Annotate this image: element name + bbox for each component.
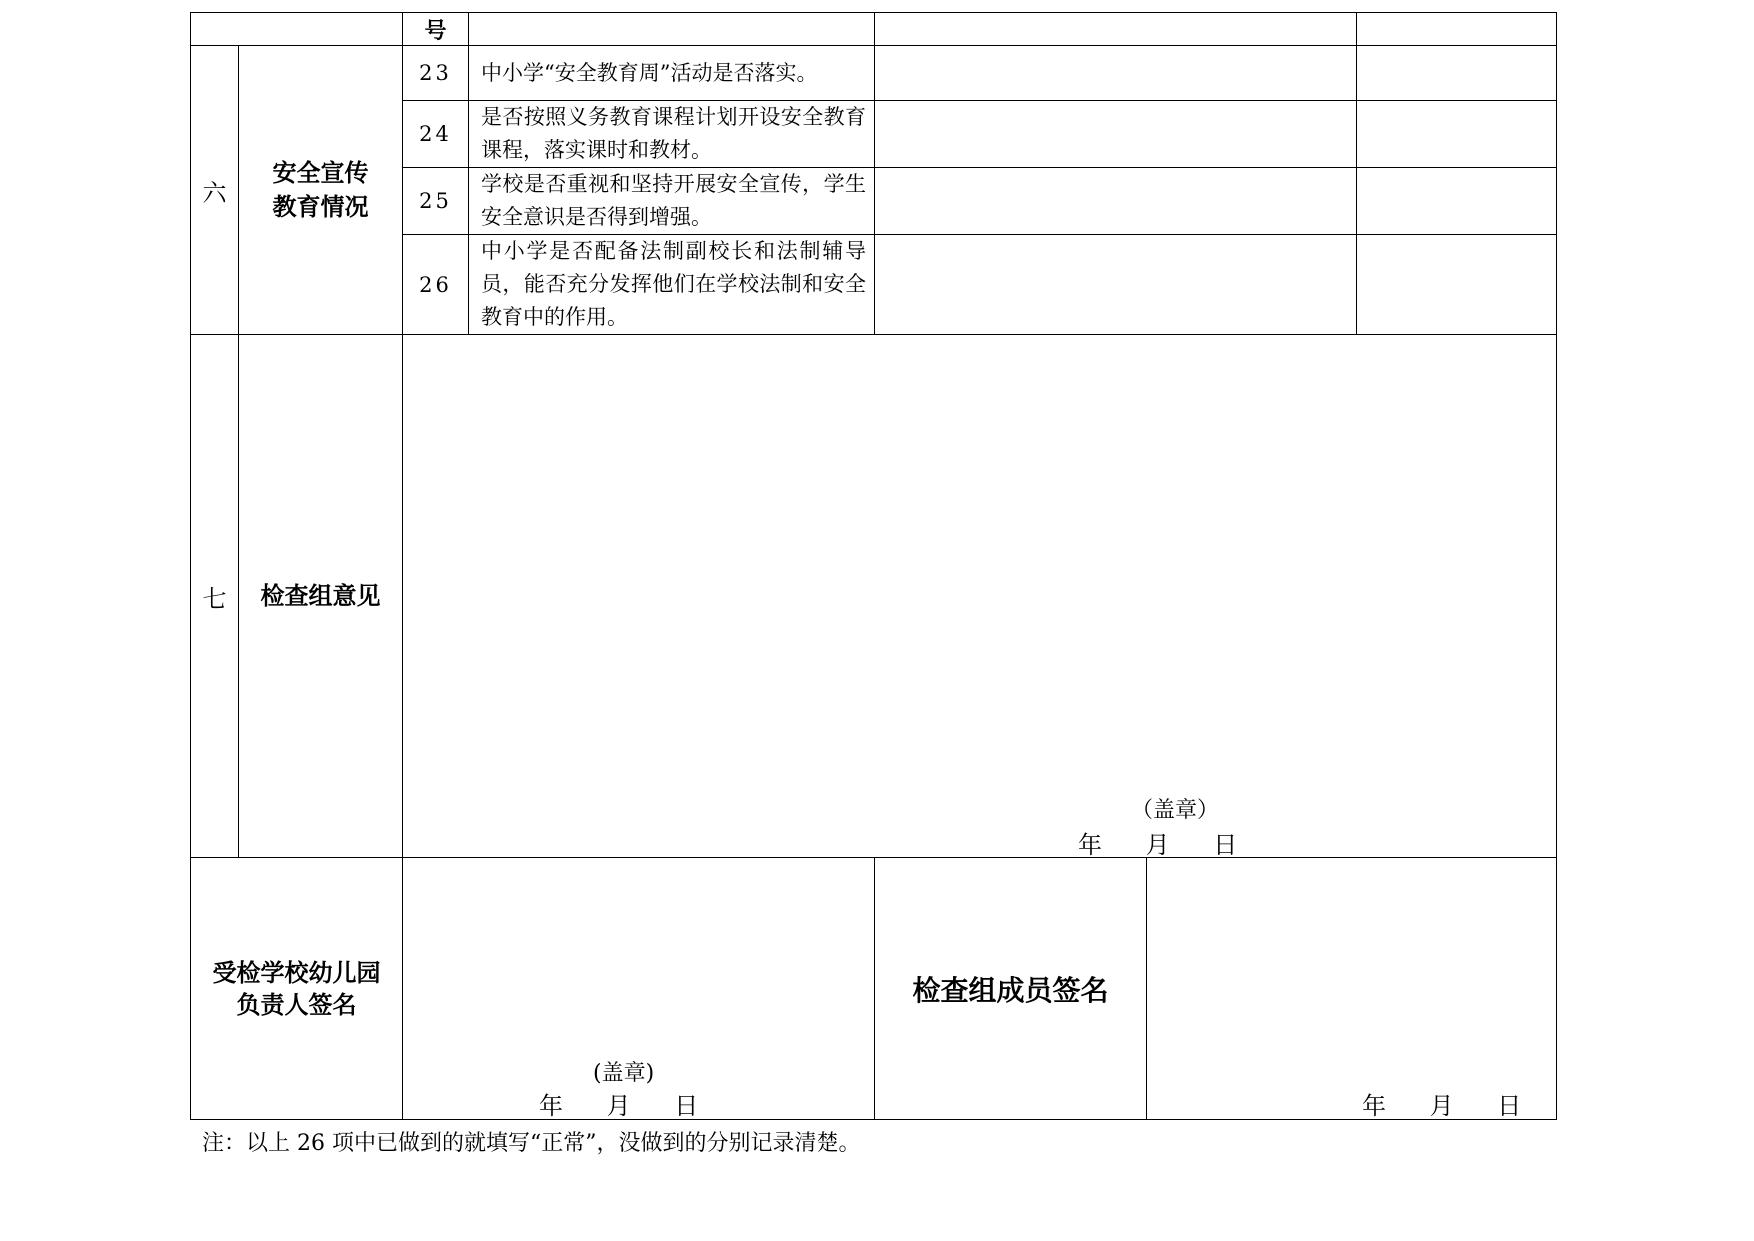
item-result-cell[interactable] (875, 101, 1357, 168)
section-6-title-line2: 教育情况 (272, 193, 369, 221)
section-7-title: 检查组意见 (239, 335, 403, 858)
footnote: 注：以上 26 项中已做到的就填写“正常”，没做到的分别记录清楚。 (202, 1131, 861, 1156)
section-6-number: 六 (191, 46, 239, 335)
members-signature-area[interactable] (1147, 858, 1557, 1120)
item-result-cell[interactable] (875, 46, 1357, 101)
signature-row (191, 858, 1557, 1120)
blank-header-cell (191, 13, 403, 46)
item-result-cell[interactable] (875, 235, 1357, 335)
header-result-cell (875, 13, 1357, 46)
section-6-title-line1: 安全宣传 (272, 159, 369, 187)
section-7-row (191, 335, 1557, 858)
school-signature-label-line2: 负责人签名 (236, 990, 357, 1019)
item-remark-cell[interactable] (1357, 235, 1557, 335)
header-number-label: 号 (403, 13, 469, 46)
item-number: 26 (403, 235, 469, 335)
item-remark-cell[interactable] (1357, 101, 1557, 168)
inspection-opinion-area[interactable] (403, 335, 1557, 858)
school-date: 年 月 日 (539, 1092, 699, 1120)
item-number: 25 (403, 168, 469, 235)
opinion-stamp: （盖章） (1131, 798, 1220, 823)
item-number: 23 (403, 46, 469, 101)
item-text: 中小学是否配备法制副校长和法制辅导员，能否充分发挥他们在学校法制和安全教育中的作用。 (469, 235, 875, 335)
item-text: 中小学“安全教育周”活动是否落实。 (469, 46, 875, 101)
inspection-table (190, 12, 1557, 1120)
header-continuation-row (191, 13, 1557, 46)
school-stamp: (盖章) (593, 1061, 655, 1086)
school-signature-label-line1: 受检学校幼儿园 (212, 958, 381, 987)
section-7-number: 七 (191, 335, 239, 858)
header-remark-cell (1357, 13, 1557, 46)
item-remark-cell[interactable] (1357, 46, 1557, 101)
header-item-cell (469, 13, 875, 46)
members-signature-label: 检查组成员签名 (875, 858, 1147, 1120)
item-row-23 (191, 46, 1557, 101)
opinion-date: 年 月 日 (1078, 831, 1238, 859)
item-result-cell[interactable] (875, 168, 1357, 235)
inspection-form (190, 12, 1556, 1157)
item-text: 学校是否重视和坚持开展安全宣传，学生安全意识是否得到增强。 (469, 168, 875, 235)
item-remark-cell[interactable] (1357, 168, 1557, 235)
school-signature-label (191, 858, 403, 1120)
item-text: 是否按照义务教育课程计划开设安全教育课程，落实课时和教材。 (469, 101, 875, 168)
item-number: 24 (403, 101, 469, 168)
school-signature-area[interactable] (403, 858, 875, 1120)
section-6-title (239, 46, 403, 335)
members-date: 年 月 日 (1362, 1092, 1522, 1120)
